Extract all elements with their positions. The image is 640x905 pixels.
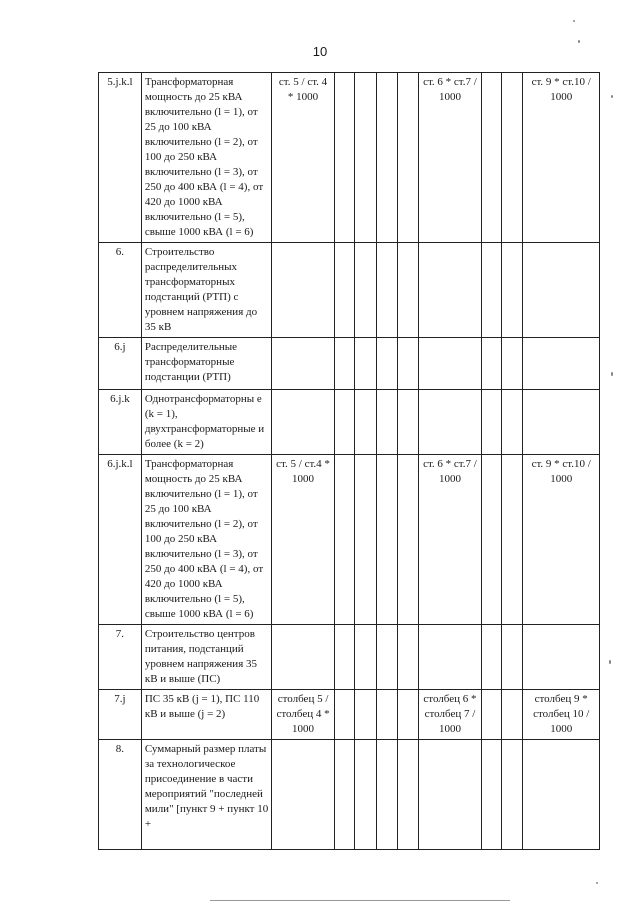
table-row — [99, 73, 600, 243]
empty-cell — [376, 625, 397, 690]
table-row — [99, 740, 600, 850]
empty-cell — [355, 338, 376, 390]
row-number: 6. — [99, 243, 142, 338]
empty-cell — [376, 338, 397, 390]
scan-speck — [578, 40, 580, 43]
empty-cell — [501, 690, 522, 740]
empty-cell — [355, 625, 376, 690]
row-number: 6.j.k.l — [99, 455, 142, 625]
formula-cell-2 — [419, 625, 481, 690]
tariff-table — [98, 72, 600, 850]
scan-speck — [609, 660, 611, 664]
empty-cell — [397, 455, 418, 625]
empty-cell — [481, 243, 501, 338]
row-name: Однотрансформаторны е (k = 1), двухтрансформаторные и более (k = 2) — [141, 390, 272, 455]
formula-cell-3: ст. 9 * ст.10 / 1000 — [523, 73, 600, 243]
empty-cell — [376, 690, 397, 740]
empty-cell — [481, 455, 501, 625]
empty-cell — [334, 740, 354, 850]
empty-cell — [334, 625, 354, 690]
formula-cell-3 — [523, 243, 600, 338]
row-number: 7.j — [99, 690, 142, 740]
empty-cell — [376, 455, 397, 625]
row-number: 6.j — [99, 338, 142, 390]
empty-cell — [397, 73, 418, 243]
empty-cell — [397, 243, 418, 338]
empty-cell — [481, 338, 501, 390]
empty-cell — [376, 390, 397, 455]
formula-cell-1 — [272, 338, 334, 390]
empty-cell — [501, 390, 522, 455]
formula-cell-3: столбец 9 * столбец 10 / 1000 — [523, 690, 600, 740]
scan-speck — [596, 882, 598, 884]
formula-cell-1 — [272, 740, 334, 850]
empty-cell — [334, 690, 354, 740]
empty-cell — [501, 455, 522, 625]
formula-cell-2: столбец 6 * столбец 7 / 1000 — [419, 690, 481, 740]
empty-cell — [376, 73, 397, 243]
empty-cell — [334, 73, 354, 243]
empty-cell — [355, 73, 376, 243]
scan-edge-line — [210, 900, 510, 901]
empty-cell — [481, 73, 501, 243]
row-number: 6.j.k — [99, 390, 142, 455]
scan-speck — [611, 95, 613, 98]
empty-cell — [501, 625, 522, 690]
row-name: Строительство распределительных трансформаторных подстанций (РТП) с уровнем напряжения до 35 кВ — [141, 243, 272, 338]
row-name: Строительство центров питания, подстанций уровнем напряжения 35 кВ и выше (ПС) — [141, 625, 272, 690]
row-name: ПС 35 кВ (j = 1), ПС 110 кВ и выше (j = 2) — [141, 690, 272, 740]
formula-cell-2 — [419, 740, 481, 850]
empty-cell — [481, 625, 501, 690]
table-row — [99, 390, 600, 455]
empty-cell — [501, 338, 522, 390]
formula-cell-3 — [523, 740, 600, 850]
formula-cell-1 — [272, 390, 334, 455]
empty-cell — [397, 338, 418, 390]
scan-speck — [573, 20, 575, 22]
empty-cell — [501, 243, 522, 338]
row-name: Распределительные трансформаторные подстанции (РТП) — [141, 338, 272, 390]
table-row — [99, 625, 600, 690]
table-row — [99, 690, 600, 740]
row-name: Трансформаторная мощность до 25 кВА включительно (l = 1), от 25 до 100 кВА включительно (l = 2), от 100 до 250 кВА включительно (l = 3), от 250 до 400 кВА (l = 4), от 420 до 1000 кВА включительно (l = 5), свыше 1000 кВА (l = 6) — [141, 73, 272, 243]
empty-cell — [397, 625, 418, 690]
empty-cell — [376, 243, 397, 338]
formula-cell-3 — [523, 338, 600, 390]
empty-cell — [501, 740, 522, 850]
formula-cell-2 — [419, 390, 481, 455]
formula-cell-2: ст. 6 * ст.7 / 1000 — [419, 73, 481, 243]
formula-cell-1 — [272, 243, 334, 338]
table-row — [99, 338, 600, 390]
table-row — [99, 243, 600, 338]
formula-cell-3 — [523, 390, 600, 455]
empty-cell — [334, 455, 354, 625]
formula-cell-1: столбец 5 / столбец 4 * 1000 — [272, 690, 334, 740]
formula-cell-3: ст. 9 * ст.10 / 1000 — [523, 455, 600, 625]
empty-cell — [376, 740, 397, 850]
row-number: 7. — [99, 625, 142, 690]
row-number: 8. — [99, 740, 142, 850]
empty-cell — [355, 243, 376, 338]
formula-cell-1: ст. 5 / ст. 4 * 1000 — [272, 73, 334, 243]
formula-cell-2 — [419, 338, 481, 390]
empty-cell — [355, 690, 376, 740]
empty-cell — [397, 690, 418, 740]
page-number: 10 — [312, 44, 328, 59]
empty-cell — [334, 390, 354, 455]
empty-cell — [501, 73, 522, 243]
formula-cell-1: ст. 5 / ст.4 * 1000 — [272, 455, 334, 625]
empty-cell — [355, 390, 376, 455]
formula-cell-1 — [272, 625, 334, 690]
table-row — [99, 455, 600, 625]
formula-cell-3 — [523, 625, 600, 690]
scan-speck — [611, 372, 613, 376]
empty-cell — [397, 390, 418, 455]
row-name: Суммарный размер платы за технологическое присоединение в части мероприятий "последней мили" [пункт 9 + пункт 10 + — [141, 740, 272, 850]
empty-cell — [397, 740, 418, 850]
empty-cell — [334, 338, 354, 390]
empty-cell — [481, 740, 501, 850]
empty-cell — [481, 390, 501, 455]
row-number: 5.j.k.l — [99, 73, 142, 243]
empty-cell — [481, 690, 501, 740]
formula-cell-2 — [419, 243, 481, 338]
empty-cell — [355, 455, 376, 625]
empty-cell — [355, 740, 376, 850]
empty-cell — [334, 243, 354, 338]
formula-cell-2: ст. 6 * ст.7 / 1000 — [419, 455, 481, 625]
row-name: Трансформаторная мощность до 25 кВА включительно (l = 1), от 25 до 100 кВА включительно (l = 2), от 100 до 250 кВА включительно (l = 3), от 250 до 400 кВА (l = 4), от 420 до 1000 кВА включительно (l = 5), свыше 1000 кВА (l = 6) — [141, 455, 272, 625]
